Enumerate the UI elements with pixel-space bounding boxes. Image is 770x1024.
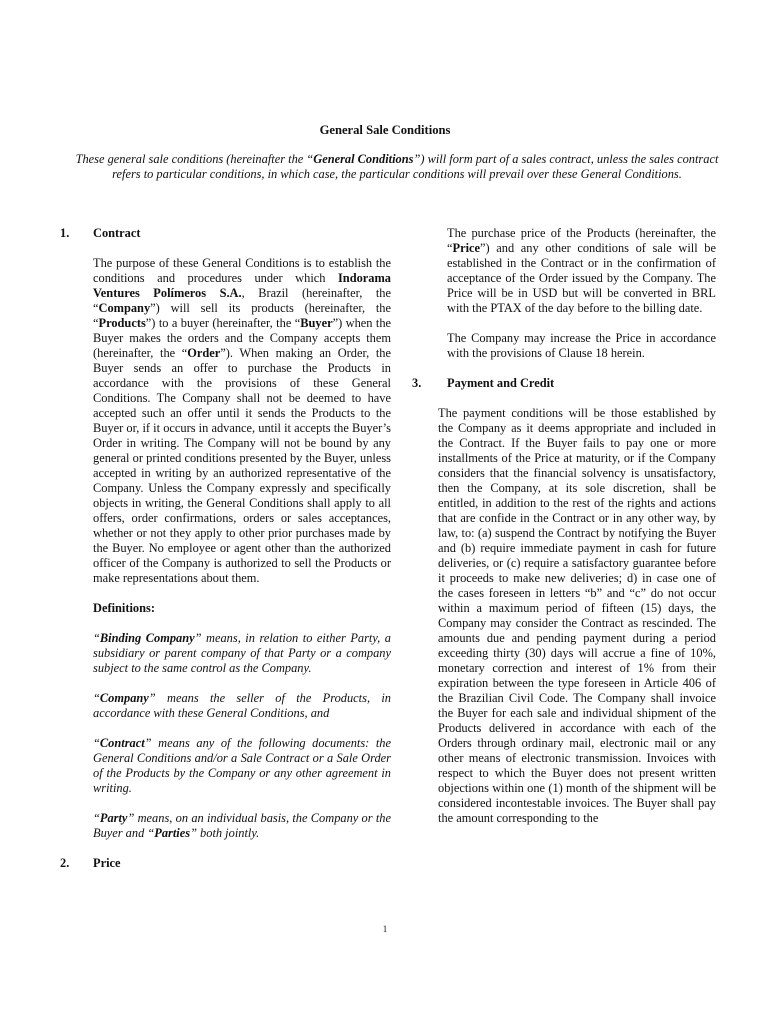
definition-text: ” means the seller of the Products, in accordance with these General Conditions, and [93, 691, 391, 720]
text-run: ”) when the Buyer makes the orders and the Company accepts them (hereinafter, the “ [93, 316, 392, 360]
section-heading-payment [412, 376, 716, 391]
section-title: Price [93, 856, 121, 870]
text-run: The purchase price of the Products (hereinafter, the “ [447, 226, 716, 255]
defined-term: Buyer [300, 316, 333, 330]
text-run: ”) to a buyer (hereinafter, the “ [145, 316, 301, 330]
section-number: 1. [60, 226, 70, 240]
intro-term: General Conditions [313, 152, 414, 166]
defined-term: Company [99, 691, 149, 705]
price-section-body [447, 226, 716, 361]
intro-text: These general sale conditions (hereinafter the “ [75, 152, 314, 166]
text-run: , Brazil (hereinafter, the “ [93, 286, 391, 315]
text-run: ”). When making an Order, the Buyer sends an offer to purchase the Products in accordance with the provisions of these General Conditions. The Company shall not be deemed to have accepted such an offer until it sends the Products to the Buyer or, if it occurs in advance, until it accepts the Buyer’s Order in writing. The Company will not be bound by any general or printed conditions presented by the Buyer, unless accepted in writing by an authorized representative of the Company. Unless the Company expressly and specifically objects in writing, the General Conditions shall apply to all offers, order confirmations, orders or sales acceptances, whether or not they apply to other prior purchases made by the Buyer. No employee or agent other than the authorized officer of the Company is authorized to sell the Products or make representations about them. [93, 346, 391, 585]
definition-binding-company [93, 631, 391, 676]
section-heading-price [60, 856, 391, 871]
defined-term: Price [452, 241, 481, 255]
text-run: ”) will sell its products (hereinafter, the “ [93, 301, 391, 330]
defined-term: Party [99, 811, 128, 825]
contract-section-body [93, 256, 391, 841]
defined-term: Parties [154, 826, 191, 840]
definitions-heading: Definitions: [93, 601, 155, 615]
quote-mark: “ [93, 736, 100, 750]
page-number: 1 [382, 924, 388, 934]
intro-paragraph [74, 152, 720, 182]
page-title: General Sale Conditions [319, 123, 451, 137]
payment-paragraph: The payment conditions will be those established by the Company as it deems appropriate and included in the Contract. If the Buyer fails to pay one or more installments of the Price at maturity, or if the Company considers that the financial solvency is unsatisfactory, then the Company, at its sole discretion, shall be entitled, in addition to the rest of the rights and actions that are confide in the Contract or in any other way, by law, to: (a) suspend the Contract by notifying the Buyer and (b) require immediate payment in cash for future deliveries, or (c) require a satisfactory guarantee before it proceeds to make new deliveries; d) in case one of the cases foreseen in letters “b” and “c” do not occur within a maximum period of fifteen (15) days, the Company may consider the Contract as rescinded. The amounts due and pending payment during a period exceeding thirty (30) days will accrue a fine of 10%, monetary correction and interest of 1% from their expiration between the type foreseen in Article 406 of the Brazilian Civil Code. The Company shall invoice the Buyer for each sale and individual shipment of the Products delivered in accordance with each of the Orders through ordinary mail, electronic mail or any other means of electronic transmission. Invoices with respect to which the Buyer does not present written objections within one (1) month of the shipment will be considered incontestable invoices. The Buyer shall pay the amount corresponding to the [438, 406, 716, 825]
contract-paragraph [93, 256, 391, 586]
payment-section-body [438, 406, 716, 826]
definition-text: ” means, in relation to either Party, a subsidiary or parent company of that Party or a company subject to the same control as the Company. [93, 631, 391, 675]
defined-term: Products [98, 316, 146, 330]
defined-term: Binding Company [99, 631, 195, 645]
quote-mark: “ [93, 691, 100, 705]
definition-contract [93, 736, 391, 796]
definition-text: ” means, on an individual basis, the Company or the Buyer and “ [93, 811, 391, 840]
section-title: Payment and Credit [447, 376, 555, 390]
defined-term: Contract [99, 736, 145, 750]
defined-term: Order [187, 346, 221, 360]
definition-text: ” means any of the following documents: the General Conditions and/or a Sale Contract or a Sale Order of the Products by the Company or any other agreement in writing. [93, 736, 391, 795]
definition-party [93, 811, 391, 841]
section-number: 2. [60, 856, 70, 870]
section-number: 3. [412, 376, 422, 390]
definition-text: ” both jointly. [190, 826, 260, 840]
text-run: The purpose of these General Conditions is to establish the conditions and procedures under which [93, 256, 391, 285]
price-paragraph [447, 226, 716, 316]
company-name: Indorama Ventures Polímeros S.A. [93, 271, 391, 300]
quote-mark: “ [93, 811, 100, 825]
price-increase-paragraph: The Company may increase the Price in accordance with the provisions of Clause 18 herein. [447, 331, 716, 360]
section-heading-contract [60, 226, 391, 241]
right-column [412, 226, 716, 826]
definition-company [93, 691, 391, 721]
intro-text-end: ”) will form part of a sales contract, unless the sales contract refers to particular conditions, in which case, the particular conditions will prevail over these General Conditions. [112, 152, 719, 181]
quote-mark: “ [93, 631, 100, 645]
section-title: Contract [93, 226, 141, 240]
left-column [60, 226, 391, 886]
text-run: ”) and any other conditions of sale will be established in the Contract or in the confirmation of acceptance of the Order issued by the Company. The Price will be in USD but will be converted in BRL with the PTAX of the day before to the billing date. [447, 241, 716, 315]
defined-term: Company [98, 301, 151, 315]
